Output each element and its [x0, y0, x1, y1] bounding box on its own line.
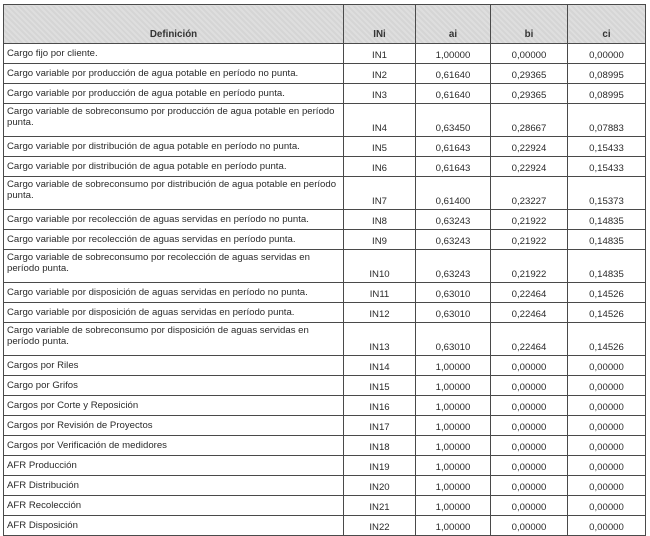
coef-ai-cell: 0,61643 [416, 157, 491, 177]
coef-ai-cell: 1,00000 [416, 416, 491, 436]
table-row [4, 476, 646, 496]
coef-bi-cell: 0,00000 [491, 376, 568, 396]
coef-ci-cell: 0,00000 [568, 436, 646, 456]
table-row [4, 496, 646, 516]
definition-cell: AFR Producción [4, 456, 344, 476]
definition-cell: Cargos por Verificación de medidores [4, 436, 344, 456]
table-row [4, 64, 646, 84]
coef-bi-cell: 0,22464 [491, 303, 568, 323]
coef-bi-cell: 0,00000 [491, 516, 568, 536]
coef-ai-cell: 0,63243 [416, 230, 491, 250]
coef-ai-cell: 1,00000 [416, 496, 491, 516]
coef-ai-cell: 1,00000 [416, 44, 491, 64]
index-cell: IN6 [344, 157, 416, 177]
table-header-row [4, 5, 646, 44]
coef-ai-cell: 0,61640 [416, 64, 491, 84]
definition-cell: Cargo variable por distribución de agua potable en período punta. [4, 157, 344, 177]
coef-bi-cell: 0,00000 [491, 476, 568, 496]
coef-ai-cell: 1,00000 [416, 396, 491, 416]
table-row [4, 303, 646, 323]
coef-bi-cell: 0,23227 [491, 177, 568, 210]
index-cell: IN16 [344, 396, 416, 416]
table-row [4, 436, 646, 456]
coef-bi-cell: 0,00000 [491, 396, 568, 416]
definition-cell: Cargo variable de sobreconsumo por recolección de aguas servidas en período punta. [4, 250, 344, 283]
index-cell: IN20 [344, 476, 416, 496]
header-ai: ai [416, 5, 491, 44]
table-row [4, 177, 646, 210]
coef-bi-cell: 0,21922 [491, 230, 568, 250]
definition-cell: Cargo variable por distribución de agua potable en período no punta. [4, 137, 344, 157]
coef-ci-cell: 0,00000 [568, 356, 646, 376]
coef-bi-cell: 0,00000 [491, 496, 568, 516]
index-cell: IN14 [344, 356, 416, 376]
coef-ci-cell: 0,14526 [568, 323, 646, 356]
table-row [4, 376, 646, 396]
coef-bi-cell: 0,00000 [491, 356, 568, 376]
table-row [4, 250, 646, 283]
index-cell: IN4 [344, 104, 416, 137]
table-row [4, 283, 646, 303]
definition-cell: Cargo variable de sobreconsumo por producción de agua potable en período punta. [4, 104, 344, 137]
coef-ai-cell: 0,61400 [416, 177, 491, 210]
definition-cell: Cargo variable de sobreconsumo por disposición de aguas servidas en período punta. [4, 323, 344, 356]
definition-cell: Cargo por Grifos [4, 376, 344, 396]
coef-ci-cell: 0,00000 [568, 44, 646, 64]
coef-ai-cell: 0,63450 [416, 104, 491, 137]
table-row [4, 210, 646, 230]
coef-bi-cell: 0,29365 [491, 64, 568, 84]
coef-ci-cell: 0,00000 [568, 496, 646, 516]
coef-bi-cell: 0,00000 [491, 44, 568, 64]
table-row [4, 104, 646, 137]
coef-ci-cell: 0,00000 [568, 396, 646, 416]
index-cell: IN3 [344, 84, 416, 104]
indexation-coefficients-table [3, 4, 646, 536]
definition-cell: Cargo fijo por cliente. [4, 44, 344, 64]
index-cell: IN18 [344, 436, 416, 456]
coef-ci-cell: 0,14835 [568, 230, 646, 250]
table-row [4, 157, 646, 177]
table-row [4, 323, 646, 356]
coef-ci-cell: 0,00000 [568, 456, 646, 476]
coef-bi-cell: 0,21922 [491, 250, 568, 283]
definition-cell: AFR Disposición [4, 516, 344, 536]
coef-ci-cell: 0,14835 [568, 250, 646, 283]
table-row [4, 396, 646, 416]
definition-cell: Cargo variable por recolección de aguas servidas en período no punta. [4, 210, 344, 230]
coef-ci-cell: 0,15433 [568, 137, 646, 157]
coef-ai-cell: 0,63010 [416, 283, 491, 303]
coef-ai-cell: 0,61643 [416, 137, 491, 157]
index-cell: IN9 [344, 230, 416, 250]
coef-ci-cell: 0,00000 [568, 376, 646, 396]
table-row [4, 84, 646, 104]
coef-ci-cell: 0,08995 [568, 84, 646, 104]
header-ci: ci [568, 5, 646, 44]
table-row [4, 356, 646, 376]
coef-ci-cell: 0,00000 [568, 516, 646, 536]
table-row [4, 456, 646, 476]
coef-bi-cell: 0,22464 [491, 283, 568, 303]
header-ini: INi [344, 5, 416, 44]
index-cell: IN5 [344, 137, 416, 157]
coef-ci-cell: 0,15373 [568, 177, 646, 210]
coef-ci-cell: 0,08995 [568, 64, 646, 84]
index-cell: IN2 [344, 64, 416, 84]
table-row [4, 44, 646, 64]
header-definicion: Definición [4, 5, 344, 44]
coef-ci-cell: 0,14526 [568, 303, 646, 323]
coef-ai-cell: 1,00000 [416, 356, 491, 376]
definition-cell: Cargos por Revisión de Proyectos [4, 416, 344, 436]
coef-ai-cell: 0,63243 [416, 250, 491, 283]
coef-ci-cell: 0,07883 [568, 104, 646, 137]
coef-bi-cell: 0,22464 [491, 323, 568, 356]
definition-cell: Cargo variable por recolección de aguas servidas en período punta. [4, 230, 344, 250]
index-cell: IN19 [344, 456, 416, 476]
index-cell: IN1 [344, 44, 416, 64]
coef-bi-cell: 0,00000 [491, 416, 568, 436]
definition-cell: Cargos por Corte y Reposición [4, 396, 344, 416]
index-cell: IN12 [344, 303, 416, 323]
coef-bi-cell: 0,22924 [491, 157, 568, 177]
coef-ci-cell: 0,14526 [568, 283, 646, 303]
table-row [4, 230, 646, 250]
index-cell: IN8 [344, 210, 416, 230]
definition-cell: Cargo variable por disposición de aguas servidas en período no punta. [4, 283, 344, 303]
table-row [4, 416, 646, 436]
index-cell: IN11 [344, 283, 416, 303]
coef-ai-cell: 0,63243 [416, 210, 491, 230]
coef-bi-cell: 0,00000 [491, 456, 568, 476]
index-cell: IN7 [344, 177, 416, 210]
coef-ai-cell: 1,00000 [416, 376, 491, 396]
index-cell: IN13 [344, 323, 416, 356]
definition-cell: AFR Recolección [4, 496, 344, 516]
table-row [4, 137, 646, 157]
coef-ai-cell: 0,63010 [416, 323, 491, 356]
coef-ai-cell: 1,00000 [416, 476, 491, 496]
coef-bi-cell: 0,00000 [491, 436, 568, 456]
coef-ci-cell: 0,15433 [568, 157, 646, 177]
coef-bi-cell: 0,21922 [491, 210, 568, 230]
coef-ai-cell: 1,00000 [416, 456, 491, 476]
table-body [4, 44, 646, 536]
coef-ci-cell: 0,00000 [568, 476, 646, 496]
definition-cell: Cargos por Riles [4, 356, 344, 376]
coef-ci-cell: 0,14835 [568, 210, 646, 230]
definition-cell: Cargo variable por producción de agua potable en período no punta. [4, 64, 344, 84]
coef-ai-cell: 0,63010 [416, 303, 491, 323]
index-cell: IN10 [344, 250, 416, 283]
table-row [4, 516, 646, 536]
coef-bi-cell: 0,22924 [491, 137, 568, 157]
index-cell: IN17 [344, 416, 416, 436]
coef-ai-cell: 1,00000 [416, 436, 491, 456]
definition-cell: AFR Distribución [4, 476, 344, 496]
index-cell: IN22 [344, 516, 416, 536]
definition-cell: Cargo variable de sobreconsumo por distribución de agua potable en período punta. [4, 177, 344, 210]
coef-bi-cell: 0,29365 [491, 84, 568, 104]
definition-cell: Cargo variable por producción de agua potable en período punta. [4, 84, 344, 104]
coef-ci-cell: 0,00000 [568, 416, 646, 436]
coef-ai-cell: 1,00000 [416, 516, 491, 536]
index-cell: IN21 [344, 496, 416, 516]
coef-ai-cell: 0,61640 [416, 84, 491, 104]
coef-bi-cell: 0,28667 [491, 104, 568, 137]
header-bi: bi [491, 5, 568, 44]
index-cell: IN15 [344, 376, 416, 396]
definition-cell: Cargo variable por disposición de aguas servidas en período punta. [4, 303, 344, 323]
